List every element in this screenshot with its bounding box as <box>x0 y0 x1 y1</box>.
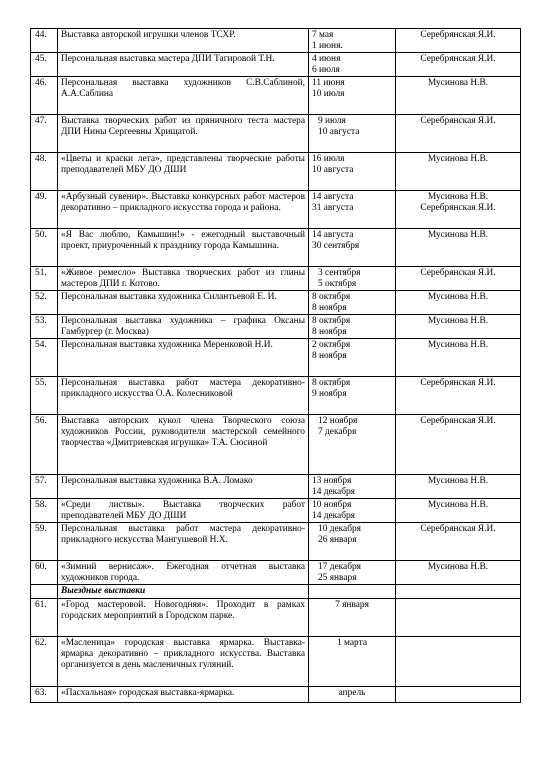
table-row <box>31 229 521 267</box>
table-row <box>31 637 521 687</box>
event-dates <box>309 115 396 153</box>
event-dates <box>309 687 396 703</box>
responsible-person <box>396 291 521 315</box>
empty-cell <box>309 585 396 599</box>
table-row <box>31 153 521 191</box>
responsible-name: Мусинова Н.В. <box>427 340 489 350</box>
table-row <box>31 267 521 291</box>
event-date: 11 июня <box>312 78 345 88</box>
table-row <box>31 561 521 585</box>
responsible-person <box>396 267 521 291</box>
table-row <box>31 77 521 115</box>
responsible-name: Мусинова Н.В. <box>427 292 489 302</box>
responsible-name: Серебрянская Я.И. <box>420 378 496 388</box>
event-date: 14 августа <box>312 230 354 240</box>
event-description: «Масленица» городская выставка ярмарка. Выставка-ярмарка декоративно – прикладного искусства. Выставка организуется в день масленичных гуляний. <box>58 637 309 687</box>
row-number: 63. <box>31 687 58 703</box>
event-dates <box>309 315 396 339</box>
event-date: 1 июня. <box>312 40 343 51</box>
event-dates <box>309 475 396 499</box>
event-date: 26 января <box>318 534 357 545</box>
row-number: 59. <box>31 523 58 561</box>
event-date: 10 августа <box>312 164 354 175</box>
table-row <box>31 291 521 315</box>
row-number: 51. <box>31 267 58 291</box>
event-dates <box>309 599 396 637</box>
event-description: Персональная выставка работ мастера декоративно-прикладного искусства О.А. Колесниковой <box>58 377 309 415</box>
event-dates <box>309 561 396 585</box>
event-date: 12 ноября <box>318 416 358 426</box>
events-table-body <box>31 29 521 703</box>
responsible-name: Мусинова Н.В. <box>427 192 489 202</box>
event-description: «Пасхальная» городская выставка-ярмарка. <box>58 687 309 703</box>
event-dates <box>309 191 396 229</box>
event-dates <box>309 377 396 415</box>
table-row <box>31 687 521 703</box>
row-number: 55. <box>31 377 58 415</box>
document-page <box>30 28 520 703</box>
event-date: 14 августа <box>312 192 354 202</box>
responsible-name: Мусинова Н.В. <box>427 476 489 486</box>
event-dates <box>309 637 396 687</box>
event-description: Персональная выставка художника В.А. Ломако <box>58 475 309 499</box>
event-date: 25 января <box>318 572 357 583</box>
event-description: Персональная выставка художника Силантьевой Е. И. <box>58 291 309 315</box>
event-date: апрель <box>338 688 366 698</box>
responsible-person <box>396 315 521 339</box>
table-row <box>31 475 521 499</box>
event-date: 8 октября <box>312 378 351 388</box>
empty-cell <box>396 585 521 599</box>
table-row <box>31 415 521 475</box>
event-dates <box>309 77 396 115</box>
responsible-name: Серебрянская Я.И. <box>420 54 496 64</box>
responsible-person <box>396 229 521 267</box>
event-date: 7 мая <box>312 30 334 40</box>
row-number: 48. <box>31 153 58 191</box>
event-date: 9 ноября <box>312 388 347 399</box>
responsible-person <box>396 115 521 153</box>
event-dates <box>309 499 396 523</box>
row-number: 49. <box>31 191 58 229</box>
event-description: «Арбузный сувенир». Выставка конкурсных работ мастеров декоративно – прикладного искусства города и района. <box>58 191 309 229</box>
row-number: 50. <box>31 229 58 267</box>
event-description: «Цветы и краски лета», представлены творческие работы преподавателей МБУ ДО ДШИ <box>58 153 309 191</box>
event-date: 10 августа <box>318 126 360 137</box>
responsible-name: Мусинова Н.В. <box>427 316 489 326</box>
table-row <box>31 499 521 523</box>
row-number: 45. <box>31 53 58 77</box>
responsible-person <box>396 339 521 377</box>
table-row <box>31 315 521 339</box>
event-date: 7 декабря <box>318 426 357 437</box>
row-number: 61. <box>31 599 58 637</box>
event-date: 1 марта <box>337 638 367 648</box>
responsible-person <box>396 523 521 561</box>
responsible-person <box>396 377 521 415</box>
responsible-person <box>396 687 521 703</box>
responsible-name: Серебрянская Я.И. <box>420 116 496 126</box>
event-dates <box>309 267 396 291</box>
event-date: 3 сентября <box>318 268 361 278</box>
event-dates <box>309 523 396 561</box>
event-date: 10 декабря <box>318 524 361 534</box>
table-row <box>31 599 521 637</box>
table-row <box>31 523 521 561</box>
responsible-person <box>396 191 521 229</box>
responsible-name: Серебрянская Я.И. <box>420 30 496 40</box>
row-number: 46. <box>31 77 58 115</box>
event-date: 8 октября <box>312 316 351 326</box>
event-dates <box>309 29 396 53</box>
event-description: Персональная выставка работ мастера декоративно-прикладного искусства Мангушевой Н.Х. <box>58 523 309 561</box>
event-date: 10 июля <box>312 88 345 99</box>
responsible-name: Серебрянская Я.И. <box>420 416 496 426</box>
event-date: 8 ноября <box>312 302 347 313</box>
row-number: 57. <box>31 475 58 499</box>
event-description: Персональная выставка художника – графика Оксаны Гамбургер (г. Москва) <box>58 315 309 339</box>
row-number: 47. <box>31 115 58 153</box>
responsible-name: Серебрянская Я.И. <box>420 202 496 213</box>
event-date: 6 июля <box>312 64 340 75</box>
empty-cell <box>31 585 58 599</box>
event-date: 31 августа <box>312 202 354 213</box>
event-description: Выставка авторской игрушки членов ТСХР. <box>58 29 309 53</box>
responsible-person <box>396 77 521 115</box>
event-description: «Живое ремесло» Выставка творческих работ из глины мастеров ДПИ г. Котово. <box>58 267 309 291</box>
responsible-name: Мусинова Н.В. <box>427 154 489 164</box>
responsible-person <box>396 561 521 585</box>
event-date: 17 декабря <box>318 562 361 572</box>
row-number: 58. <box>31 499 58 523</box>
event-description: Выставка творческих работ из пряничного теста мастера ДПИ Нины Сергеевны Хрищатой. <box>58 115 309 153</box>
table-row <box>31 377 521 415</box>
event-date: 16 июля <box>312 154 345 164</box>
responsible-person <box>396 29 521 53</box>
event-dates <box>309 291 396 315</box>
section-heading-row <box>31 585 521 599</box>
responsible-name: Мусинова Н.В. <box>427 562 489 572</box>
responsible-name: Мусинова Н.В. <box>427 78 489 88</box>
responsible-name: Серебрянская Я.И. <box>420 268 496 278</box>
event-dates <box>309 339 396 377</box>
responsible-person <box>396 599 521 637</box>
event-dates <box>309 229 396 267</box>
table-row <box>31 191 521 229</box>
event-date: 14 декабря <box>312 510 355 521</box>
row-number: 54. <box>31 339 58 377</box>
responsible-person <box>396 637 521 687</box>
event-dates <box>309 53 396 77</box>
event-description: «Среди листвы». Выставка творческих работ преподавателей МБУ ДО ДШИ <box>58 499 309 523</box>
section-heading: Выездные выставки <box>58 585 309 599</box>
event-description: «Город мастеровой. Новогодняя». Проходит в рамках городских мероприятий в Городском парке. <box>58 599 309 637</box>
event-date: 5 октября <box>318 278 357 289</box>
event-description: Выставка авторских кукол члена Творческого союза художников России, руководителя мастерской семейного творчества «Дмитриевская игрушка» Т.А. Сюсиной <box>58 415 309 475</box>
event-date: 10 ноября <box>312 500 352 510</box>
row-number: 60. <box>31 561 58 585</box>
event-description: Персональная выставка художника Меренковой Н.И. <box>58 339 309 377</box>
responsible-name: Серебрянская Я.И. <box>420 524 496 534</box>
events-table <box>30 28 521 703</box>
responsible-person <box>396 475 521 499</box>
responsible-name: Мусинова Н.В. <box>427 230 489 240</box>
table-row <box>31 53 521 77</box>
event-date: 8 ноября <box>312 350 347 361</box>
event-description: «Зимний вернисаж». Ежегодная отчетная выставка художников города. <box>58 561 309 585</box>
event-date: 8 октября <box>312 292 351 302</box>
responsible-person <box>396 53 521 77</box>
event-date: 30 сентября <box>312 240 360 251</box>
responsible-person <box>396 499 521 523</box>
event-dates <box>309 415 396 475</box>
event-description: Персональная выставка мастера ДПИ Тагировой Т.Н. <box>58 53 309 77</box>
responsible-person <box>396 153 521 191</box>
responsible-person <box>396 415 521 475</box>
event-date: 7 января <box>335 600 369 610</box>
row-number: 52. <box>31 291 58 315</box>
event-date: 9 июля <box>318 116 346 126</box>
event-date: 8 ноября <box>312 326 347 337</box>
event-dates <box>309 153 396 191</box>
event-date: 2 октября <box>312 340 351 350</box>
row-number: 44. <box>31 29 58 53</box>
table-row <box>31 339 521 377</box>
row-number: 62. <box>31 637 58 687</box>
event-date: 14 декабря <box>312 486 355 497</box>
table-row <box>31 29 521 53</box>
table-row <box>31 115 521 153</box>
event-description: «Я Вас люблю, Камышин!» - ежегодный выставочный проект, приуроченный к празднику города Камышина. <box>58 229 309 267</box>
event-description: Персональная выставка художников С.В.Саблиной, А.А.Саблина <box>58 77 309 115</box>
responsible-name: Мусинова Н.В. <box>427 500 489 510</box>
event-date: 4 июня <box>312 54 341 64</box>
event-date: 13 ноября <box>312 476 352 486</box>
row-number: 56. <box>31 415 58 475</box>
row-number: 53. <box>31 315 58 339</box>
